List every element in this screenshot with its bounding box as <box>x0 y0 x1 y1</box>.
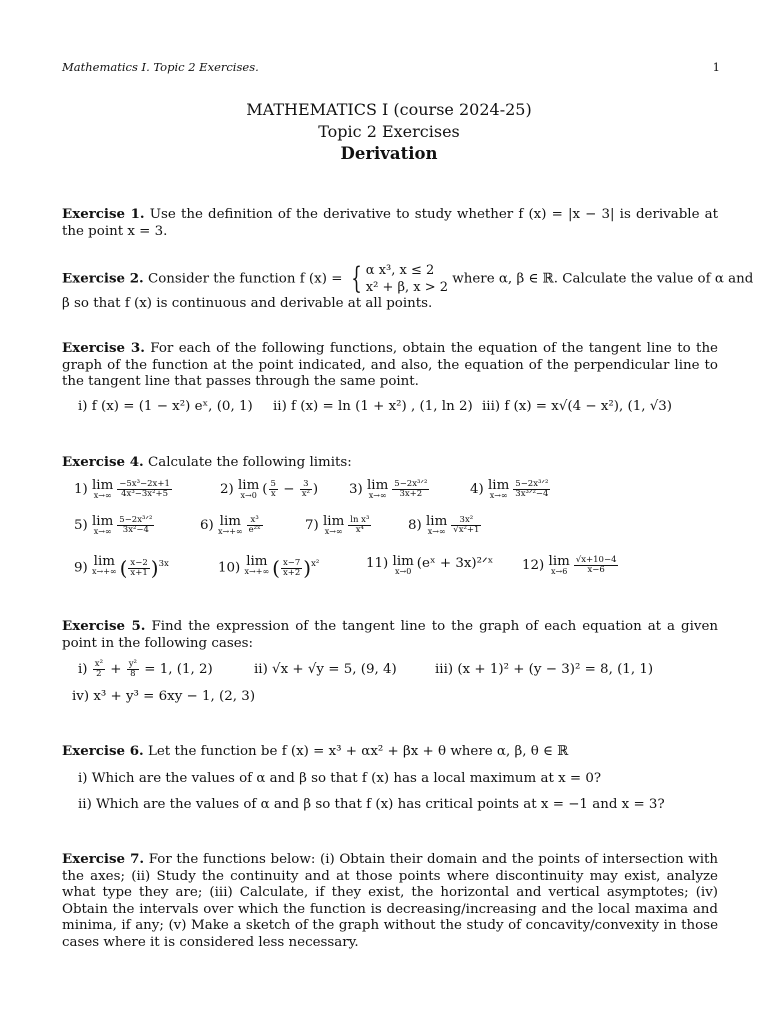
exercise-5 <box>62 618 718 652</box>
brace-symbol: { <box>350 261 362 296</box>
exercise-6-item: ii) Which are the values of α and β so that f (x) has critical points at x = −1 and x = 3? <box>78 797 665 812</box>
exercise-1 <box>62 206 718 240</box>
limit-2: 2) lim x→0 ( $\frac{5}{x}$ − $\frac{3}{\text{x²}}$ ) <box>220 478 319 500</box>
exercise-1-label: Exercise 1. <box>62 206 145 222</box>
exercise-3-label: Exercise 3. <box>62 340 145 356</box>
limit-7: 7) lim x→∞ $\frac{\text{ln x³}}{\text{x⁴}}$ <box>305 514 370 536</box>
exercise-6 <box>62 743 722 759</box>
exercise-2-pre: Consider the function f (x) = <box>147 271 343 287</box>
limit-1: 1) lim x→∞ $\frac{\text{−5x³−2x+1}}{\text{4x³−3x²+5}}$ <box>74 478 170 500</box>
exercise-7-text: For the functions below: (i) Obtain their domain and the points of intersection with the axes; (ii) Study the continuity and at those points where discontinuity may exist, analyze what type they are; (iii) Calculate, if they exist, the horizontal and vertical asymptotes; (iv) Obtain the intervals over which the function is decreasing/increasing and the local maxima and minima, if any; (v) Make a sketch of the graph without the study of concavity/convexity in those cases where it is considered less necessary. <box>62 852 718 950</box>
exercise-5-label: Exercise 5. <box>62 618 146 634</box>
limits-row-2 <box>62 516 722 542</box>
exercise-5-item-i: i) $\frac{\text{x²}}{2}$ + $\frac{\text{y²}}{8}$ = 1, (1, 2) <box>78 659 213 679</box>
limit-8: 8) lim x→∞ $\frac{\text{3x²}}{\text{√x²+1}}$ <box>408 514 480 536</box>
limit-9: 9) lim x→+∞ ( $\frac{x-2}{x+1}$ )$^{3x}$ <box>74 554 169 580</box>
exercise-1-text: Use the definition of the derivative to study whether f (x) = |x − 3| is derivable at the point x = 3. <box>62 207 718 239</box>
limit-10: 10) lim x→+∞ ( $\frac{x-7}{x+2}$ )$^{x^2}$ <box>218 554 320 580</box>
exercise-3-item: i) f (x) = (1 − x²) eˣ, (0, 1) <box>78 399 253 414</box>
exercise-5-text: Find the expression of the tangent line to the graph of each equation at a given point in the following cases: <box>62 619 718 651</box>
case-1: α x³, x ≤ 2 <box>365 263 435 278</box>
limits-row-3 <box>62 556 722 586</box>
exercise-3-text: For each of the following functions, obtain the equation of the tangent line to the graph of the function at the point indicated, and also, the equation of the perpendicular line to the tangent line that passes through the same point. <box>62 341 718 390</box>
exercise-5-items-row-1 <box>62 660 722 682</box>
exercise-6-item: i) Which are the values of α and β so that f (x) has a local maximum at x = 0? <box>78 771 602 786</box>
limit-5: 5) lim x→∞ $\frac{\text{5−2x³ᐟ²}}{\text{3x²−4}}$ <box>74 514 153 536</box>
exercise-2-post: where α, β ∈ ℝ. Calculate the value of α and <box>452 271 754 287</box>
document-title <box>0 99 768 165</box>
limits-row-1 <box>62 480 722 506</box>
title-line-3: Derivation <box>340 144 438 163</box>
title-line-1: MATHEMATICS I (course 2024-25) <box>246 100 532 119</box>
limit-4: 4) lim x→∞ $\frac{\text{5−2x³ᐟ²}}{\text{3x³ᐟ²−4}}$ <box>470 478 549 500</box>
exercise-3-item: iii) f (x) = x√(4 − x²), (1, √3) <box>482 399 673 414</box>
exercise-2-line-2: β so that f (x) is continuous and derivable at all points. <box>62 296 433 311</box>
exercise-2 <box>62 261 754 296</box>
running-header <box>62 60 720 74</box>
limit-12: 12) lim x→6 $\frac{√x+10-4}{x-6}$ <box>522 554 617 576</box>
header-title: Mathematics I. Topic 2 Exercises. <box>62 60 259 74</box>
exercise-5-item-ii: ii) √x + √y = 5, (9, 4) <box>254 662 397 677</box>
exercise-3 <box>62 340 718 391</box>
exercise-2-label: Exercise 2. <box>62 270 144 287</box>
page-number: 1 <box>712 60 720 74</box>
exercise-4-label: Exercise 4. <box>62 454 144 470</box>
case-2: x² + β, x > 2 <box>365 280 449 295</box>
limit-3: 3) lim x→∞ $\frac{\text{5−2x³ᐟ²}}{3x+2}$ <box>349 478 428 500</box>
piecewise-cases <box>366 262 448 296</box>
exercise-5-item-iii: iii) (x + 1)² + (y − 3)² = 8, (1, 1) <box>435 662 654 677</box>
exercise-3-item: ii) f (x) = ln (1 + x²) , (1, ln 2) <box>273 399 473 414</box>
exercise-4 <box>62 454 722 470</box>
exercise-4-text: Calculate the following limits: <box>147 455 352 470</box>
exercise-6-text: Let the function be f (x) = x³ + αx² + βx + θ where α, β, θ ∈ ℝ <box>147 744 569 759</box>
title-line-2: Topic 2 Exercises <box>318 122 460 141</box>
limit-6: 6) lim x→+∞ $\frac{\text{x³}}{\text{e²ˣ}}$ <box>200 514 261 536</box>
exercise-5-item-iv: iv) x³ + y³ = 6xy − 1, (2, 3) <box>72 689 256 704</box>
limit-11: 11) lim x→0 (eˣ + 3x)²ᐟˣ <box>366 554 494 576</box>
exercise-6-label: Exercise 6. <box>62 743 144 759</box>
exercise-7 <box>62 851 718 952</box>
exercise-7-label: Exercise 7. <box>62 851 145 867</box>
